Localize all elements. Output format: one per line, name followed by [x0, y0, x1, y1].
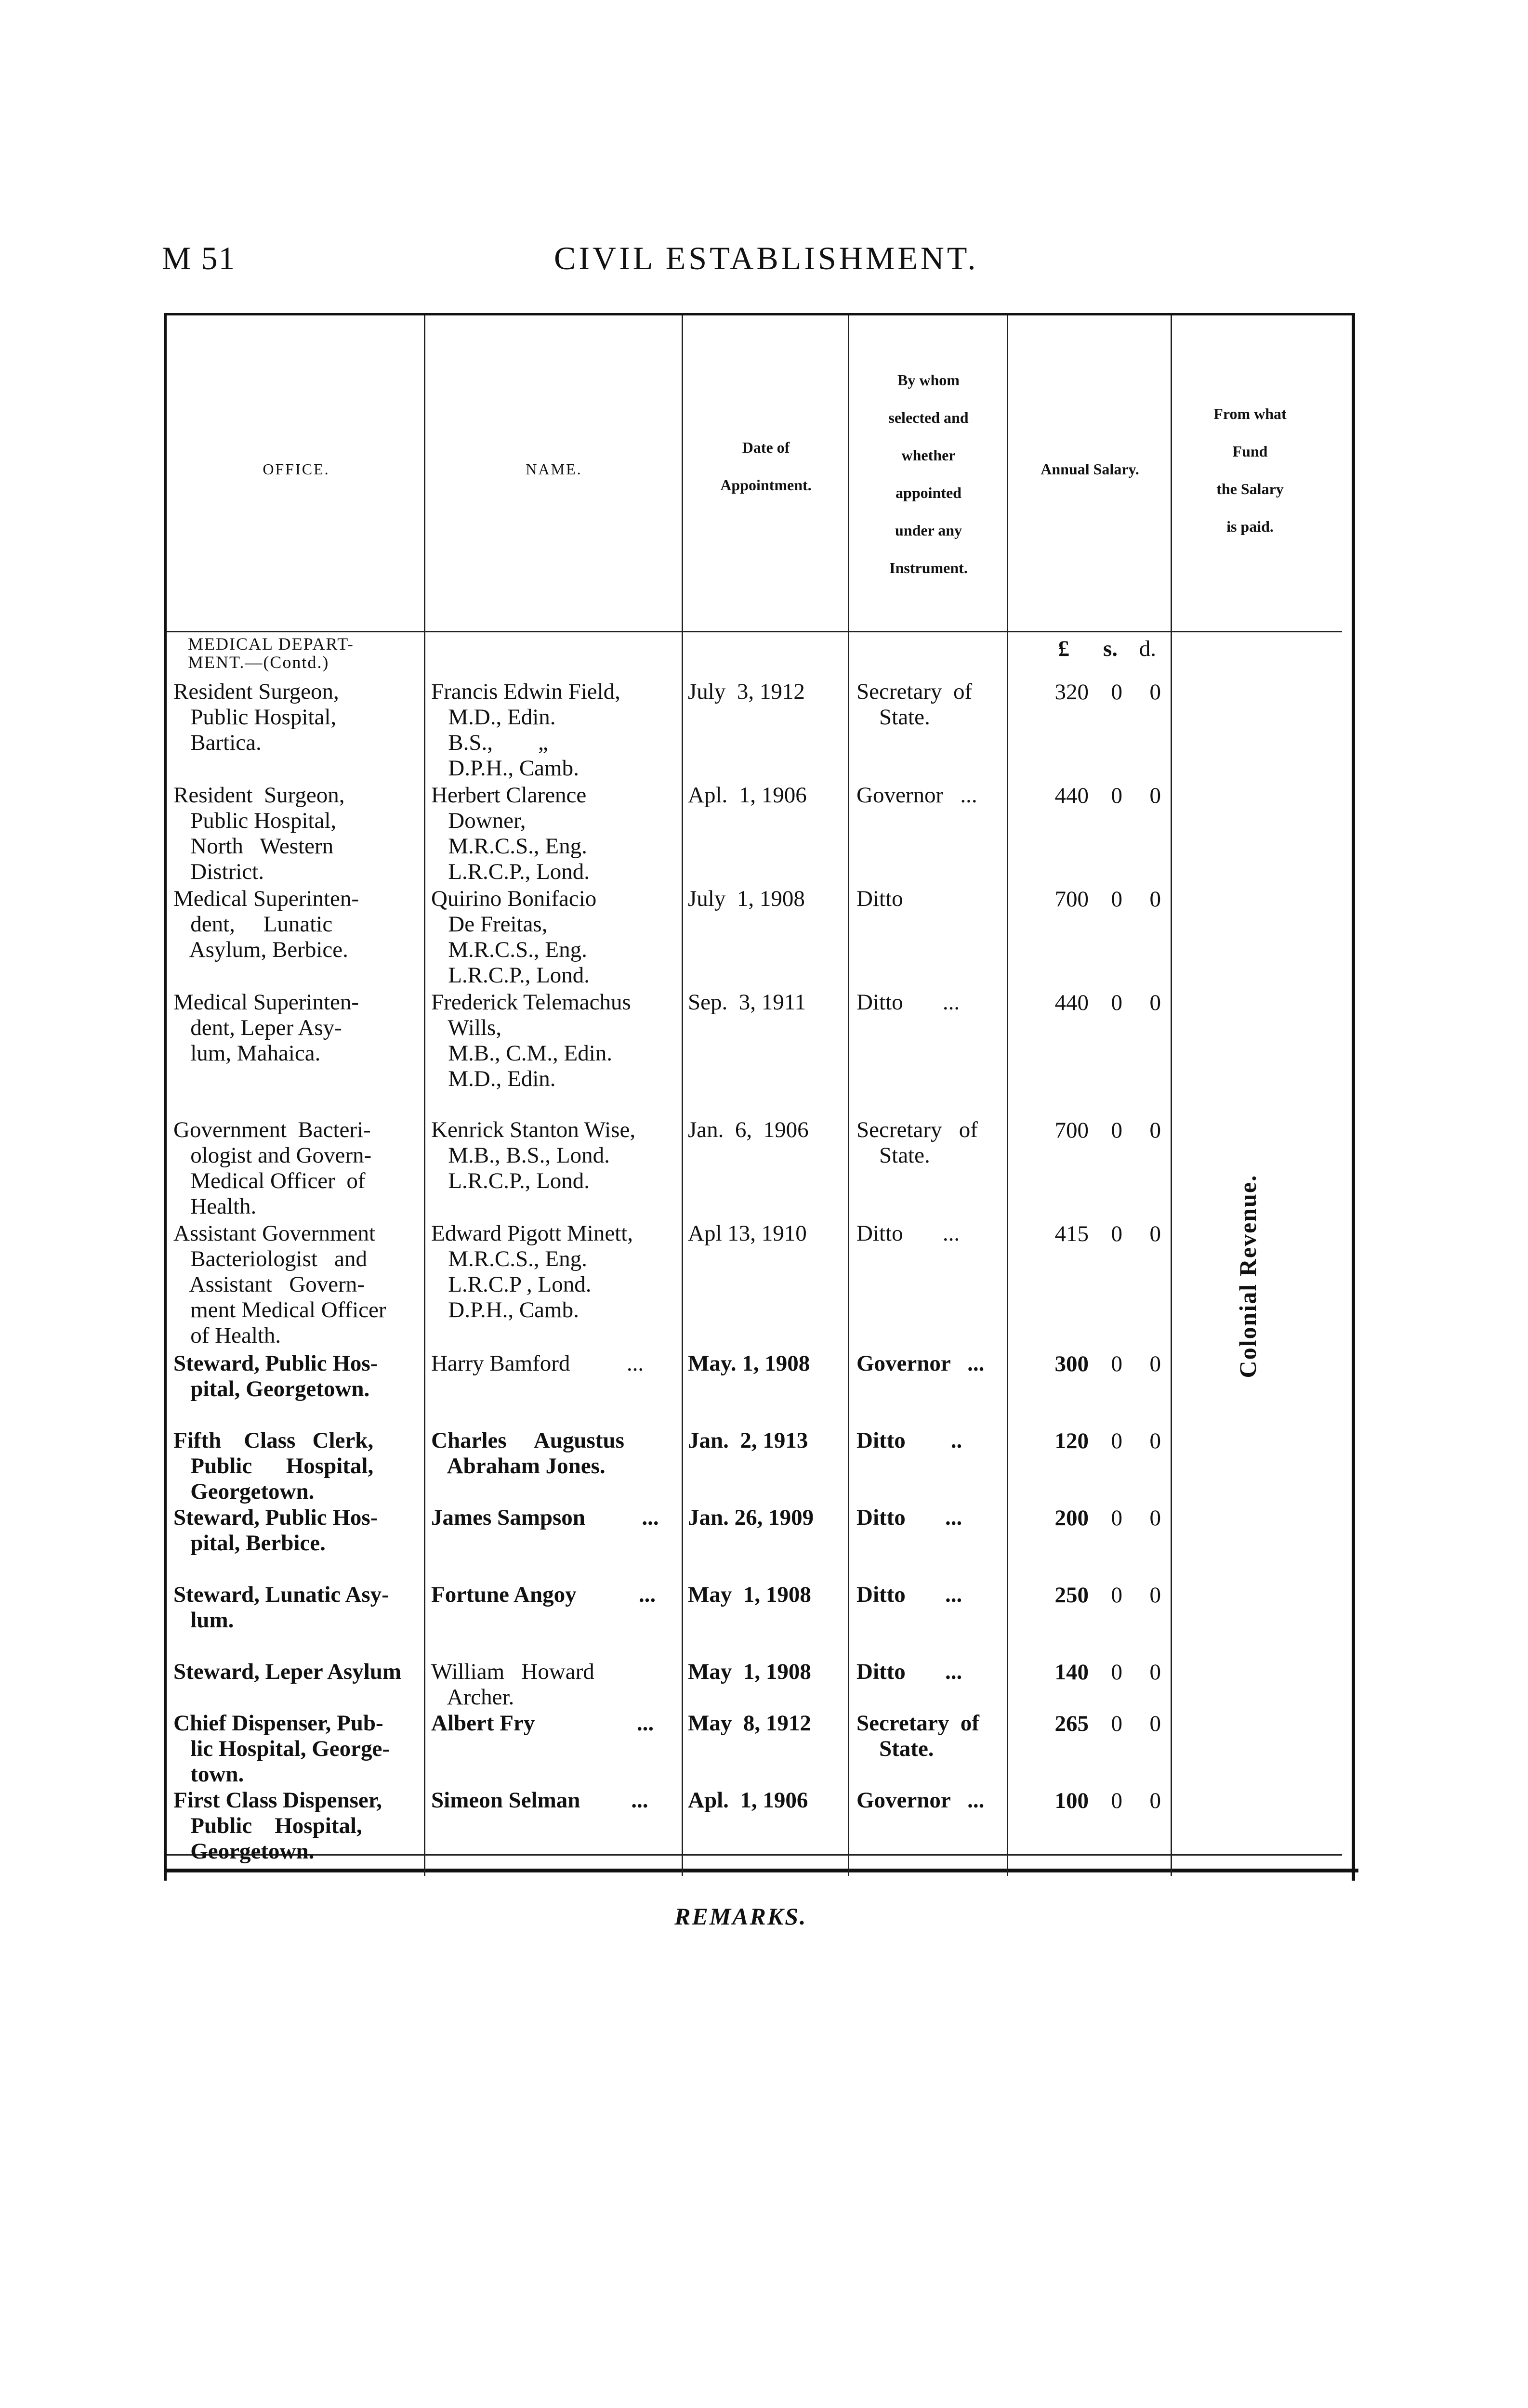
row-salary-pounds: 100: [1054, 1788, 1089, 1813]
row-selected-by: Ditto ...: [856, 1505, 962, 1530]
row-salary-shillings: 0: [1111, 1660, 1122, 1685]
pence-label: d.: [1139, 636, 1156, 661]
row-date: Apl. 1, 1906: [688, 1788, 808, 1813]
row-name: Frederick Telemachus Wills, M.B., C.M., Edin. M.D., Edin.: [431, 990, 631, 1091]
row-date: Jan. 2, 1913: [688, 1428, 808, 1453]
row-salary-shillings: 0: [1111, 1711, 1122, 1736]
column-divider: [848, 315, 849, 1876]
row-salary-pounds: 140: [1054, 1660, 1089, 1685]
col-office-heading: OFFICE.: [263, 460, 330, 478]
row-selected-by: Ditto ...: [856, 1221, 960, 1246]
row-selected-by: Ditto ...: [856, 990, 960, 1015]
row-salary-pounds: 120: [1054, 1428, 1089, 1453]
establishment-table: [164, 313, 1355, 1881]
row-salary-pence: 0: [1149, 783, 1161, 808]
row-salary-pounds: 265: [1054, 1711, 1089, 1736]
row-salary-shillings: 0: [1111, 1221, 1122, 1246]
row-date: May 8, 1912: [688, 1711, 811, 1736]
row-selected-by: Ditto ..: [856, 1428, 962, 1453]
row-date: July 3, 1912: [688, 679, 805, 704]
row-name: Francis Edwin Field, M.D., Edin. B.S., „ D.P.H., Camb.: [431, 679, 620, 781]
fund-colonial-revenue: Colonial Revenue.: [1234, 1174, 1261, 1378]
row-office: Resident Surgeon, Public Hospital, Bartica.: [173, 679, 339, 755]
row-office: Medical Superinten- dent, Lunatic Asylum, Berbice.: [173, 886, 359, 962]
row-office: Medical Superinten- dent, Leper Asy- lum, Mahaica.: [173, 990, 359, 1066]
row-name: Herbert Clarence Downer, M.R.C.S., Eng. L.R.C.P., Lond.: [431, 783, 590, 884]
row-office: Steward, Leper Asylum: [173, 1659, 402, 1684]
header-rule: [167, 631, 1342, 632]
col-salary-heading: Annual Salary.: [1041, 460, 1139, 478]
row-salary-shillings: 0: [1111, 1788, 1122, 1813]
row-office: Steward, Public Hos- pital, Georgetown.: [173, 1351, 378, 1401]
row-salary-shillings: 0: [1111, 783, 1122, 808]
row-name: Edward Pigott Minett, M.R.C.S., Eng. L.R.C.P , Lond. D.P.H., Camb.: [431, 1221, 633, 1322]
col-fund-heading: From what Fund the Salary is paid.: [1213, 405, 1287, 535]
row-salary-pounds: 320: [1054, 680, 1089, 705]
shillings-label: s.: [1103, 636, 1118, 661]
row-salary-pence: 0: [1149, 1505, 1161, 1531]
row-office: Assistant Government Bacteriologist and Assistant Govern- ment Medical Officer of Health.: [173, 1221, 386, 1348]
row-name: Charles Augustus Abraham Jones.: [431, 1428, 624, 1479]
col-selected-by-heading: By whom selected and whether appointed under any Instrument.: [888, 371, 969, 576]
row-selected-by: Secretary of State.: [856, 1711, 979, 1761]
row-selected-by: Governor ...: [856, 783, 977, 808]
row-salary-pounds: 700: [1054, 887, 1089, 912]
row-selected-by: Secretary of State.: [856, 679, 973, 730]
row-date: Jan. 26, 1909: [688, 1505, 814, 1530]
row-office: Chief Dispenser, Pub- lic Hospital, George- town.: [173, 1711, 390, 1787]
row-salary-shillings: 0: [1111, 1505, 1122, 1531]
row-salary-shillings: 0: [1111, 990, 1122, 1015]
row-date: May. 1, 1908: [688, 1351, 810, 1376]
row-salary-shillings: 0: [1111, 887, 1122, 912]
row-salary-pence: 0: [1149, 1788, 1161, 1813]
column-divider: [1171, 315, 1172, 1876]
row-salary-pounds: 300: [1054, 1351, 1089, 1376]
row-office: Fifth Class Clerk, Public Hospital, Georgetown.: [173, 1428, 374, 1504]
row-name: Kenrick Stanton Wise, M.B., B.S., Lond. L.R.C.P., Lond.: [431, 1117, 636, 1193]
row-date: Apl. 1, 1906: [688, 783, 807, 808]
column-divider: [682, 315, 683, 1876]
row-date: Apl 13, 1910: [688, 1221, 807, 1246]
row-salary-shillings: 0: [1111, 1351, 1122, 1376]
row-name: James Sampson ...: [431, 1505, 659, 1530]
remarks-heading: REMARKS.: [674, 1903, 807, 1930]
row-selected-by: Ditto: [856, 886, 903, 911]
row-date: May 1, 1908: [688, 1582, 811, 1607]
row-selected-by: Secretary of State.: [856, 1117, 978, 1168]
col-date-heading: Date of Appointment.: [720, 439, 812, 494]
row-salary-pounds: 415: [1054, 1221, 1089, 1246]
row-salary-pounds: 440: [1054, 990, 1089, 1015]
row-name: Harry Bamford ...: [431, 1351, 644, 1376]
row-name: Albert Fry ...: [431, 1711, 654, 1736]
row-office: Steward, Lunatic Asy- lum.: [173, 1582, 389, 1633]
row-salary-pounds: 250: [1054, 1583, 1089, 1608]
row-salary-pence: 0: [1149, 1351, 1161, 1376]
row-salary-pence: 0: [1149, 990, 1161, 1015]
row-salary-pounds: 440: [1054, 783, 1089, 808]
column-divider: [1007, 315, 1008, 1876]
col-name-heading: NAME.: [526, 460, 582, 478]
row-office: Government Bacteri- ologist and Govern- Medical Officer of Health.: [173, 1117, 372, 1219]
pounds-symbol: £: [1058, 636, 1069, 661]
row-salary-pence: 0: [1149, 1118, 1161, 1143]
row-salary-shillings: 0: [1111, 1428, 1122, 1453]
row-salary-shillings: 0: [1111, 1118, 1122, 1143]
row-salary-pounds: 700: [1054, 1118, 1089, 1143]
row-salary-pounds: 200: [1054, 1505, 1089, 1531]
row-selected-by: Governor ...: [856, 1788, 985, 1813]
row-name: William Howard Archer.: [431, 1659, 594, 1710]
row-salary-shillings: 0: [1111, 680, 1122, 705]
column-divider: [424, 315, 425, 1876]
row-date: July 1, 1908: [688, 886, 805, 911]
row-selected-by: Governor ...: [856, 1351, 985, 1376]
row-office: First Class Dispenser, Public Hospital, Georgetown.: [173, 1788, 382, 1864]
row-date: Sep. 3, 1911: [688, 990, 806, 1015]
row-office: Steward, Public Hos- pital, Berbice.: [173, 1505, 378, 1556]
row-salary-pence: 0: [1149, 1583, 1161, 1608]
row-salary-pence: 0: [1149, 680, 1161, 705]
table-bottom-rule: [164, 1869, 1358, 1872]
row-date: May 1, 1908: [688, 1659, 811, 1684]
row-name: Quirino Bonifacio De Freitas, M.R.C.S., Eng. L.R.C.P., Lond.: [431, 886, 597, 988]
row-selected-by: Ditto ...: [856, 1582, 962, 1607]
row-salary-shillings: 0: [1111, 1583, 1122, 1608]
row-name: Fortune Angoy ...: [431, 1582, 656, 1607]
row-salary-pence: 0: [1149, 1660, 1161, 1685]
row-office: Resident Surgeon, Public Hospital, North Western District.: [173, 783, 345, 884]
page-number: M 51: [162, 240, 236, 276]
row-salary-pence: 0: [1149, 887, 1161, 912]
row-selected-by: Ditto ...: [856, 1659, 962, 1684]
row-salary-pence: 0: [1149, 1711, 1161, 1736]
row-salary-pence: 0: [1149, 1221, 1161, 1246]
page-title: CIVIL ESTABLISHMENT.: [554, 240, 979, 276]
section-label: MEDICAL DEPART- MENT.—(Contd.): [188, 634, 354, 672]
row-salary-pence: 0: [1149, 1428, 1161, 1453]
row-date: Jan. 6, 1906: [688, 1117, 809, 1142]
row-name: Simeon Selman ...: [431, 1788, 648, 1813]
